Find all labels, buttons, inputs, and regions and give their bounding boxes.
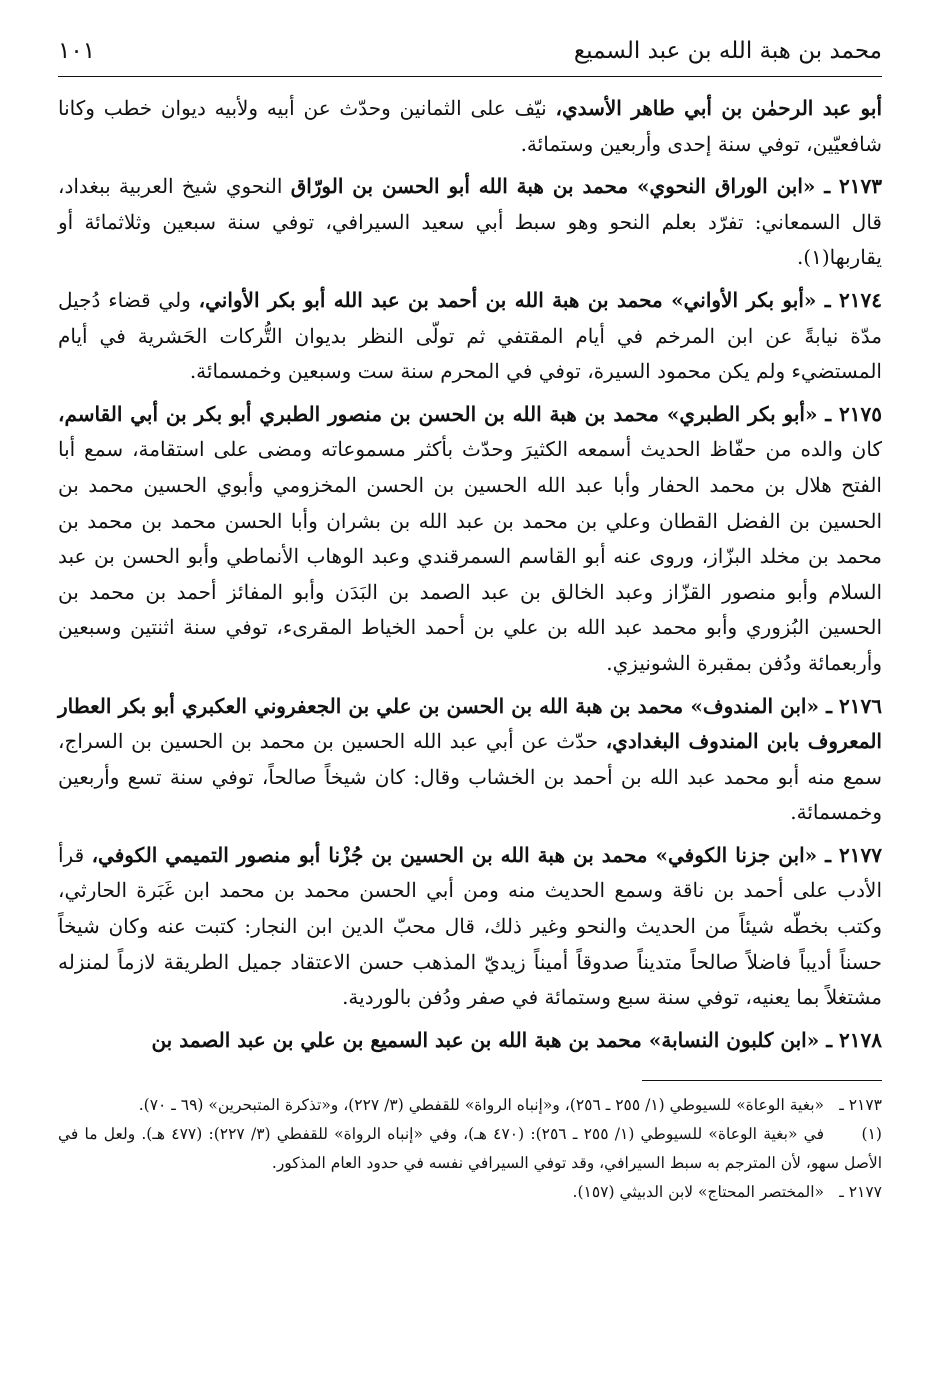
footnote [58, 1120, 882, 1178]
page-header [58, 28, 882, 77]
entry-heading: أبو عبد الرحمٰن بن أبي طاهر الأسدي، [555, 96, 882, 120]
entry-heading: ٢١٧٥ ـ «أبو بكر الطبري» محمد بن هبة الله بن الحسن بن منصور الطبري أبو بكر بن أبي القاسم، [58, 401, 882, 426]
running-title: محمد بن هبة الله بن عبد السميع [573, 38, 882, 64]
footnotes [58, 1091, 882, 1207]
entry-text: حدّث عن أبي عبد الله الحسين بن محمد بن الحسين بن السراج، سمع منه أبو محمد عبد الله بن أحمد بن الخشاب وقال: كان شيخاً صالحاً، توفي سنة تسع وأربعين وخمسمائة. [58, 729, 882, 825]
footnote-text: «المختصر المحتاج» لابن الدبيثي (١٥٧). [572, 1183, 824, 1202]
entry-paragraph [58, 838, 882, 1016]
footnote [58, 1178, 882, 1207]
entry-text: ولي قضاء دُجيل مدّة نيابةً عن ابن المرخم في أيام المقتفي ثم تولّى النظر بديوان التُّركات الحَشرية في أيام المستضيء ولم يكن محمود السيرة، توفي في المحرم سنة ست وسبعين وخمسمائة. [58, 287, 882, 384]
entry-paragraph [58, 283, 882, 390]
footnote-text: في «بغية الوعاة» للسيوطي (١/ ٢٥٥ ـ ٢٥٦): (٤٧٠ هـ)، وفي «إنباه الرواة» للقفطي (٣/ ٢٢٧): (٤٧٧ هـ). ولعل ما في الأصل سهو، لأن المترجم به سبط السيرافي، وقد توفي السيرافي نفسه في حدود العام المذكور. [58, 1125, 882, 1173]
entry-heading: ٢١٧٣ ـ «ابن الوراق النحوي» محمد بن هبة الله أبو الحسن بن الورّاق [290, 174, 882, 199]
entry-paragraph [58, 169, 882, 276]
page-number: ١٠١ [58, 38, 96, 64]
entry-heading: ٢١٧٧ ـ «ابن جزنا الكوفي» محمد بن هبة الله بن الحسين بن جُزْنا أبو منصور التميمي الكوفي، [91, 842, 882, 867]
footnote-marker: ٢١٧٣ ـ [839, 1096, 882, 1115]
entry-text: قرأ الأدب على أحمد بن ناقة وسمع الحديث منه ومن أبي الحسن محمد بن محمد ابن غَبَرة الحارثي، وكتب بخطّه شيئاً من الحديث والنحو وغير ذلك، قال محبّ الدين ابن النجار: كتبت عنه وكان شيخاً حسناً أديباً فاضلاً صالحاً متديناً صدوقاً أميناً زيديّ المذهب حسن الاعتقاد جميل الطريقة لازماً لمنزله مشتغلاً بما يعنيه، توفي سنة سبع وستمائة في صفر ودُفن بالوردية. [58, 842, 882, 1010]
entry-text: كان والده من حفّاظ الحديث أسمعه الكثيرَ وحدّث بأكثر مسموعاته ومضى على استقامة، سمع أبا الفتح هلال بن محمد الحفار وأبا عبد الله الحسين بن الحسن المخزومي وأبوي الحسين محمد بن الحسين بن الفضل القطان وعلي بن محمد بن عبد الله بن بشران وأبا الحسن محمد بن محمد بن محمد بن مخلد البزّاز، وروى عنه أبو القاسم السمرقندي وعبد الوهاب الأنماطي وأبو الحسن بن عبد السلام وأبو منصور القزّاز وعبد الخالق بن عبد الصمد بن البَدَن وأبو المفائز أحمد بن محمد بن الحسين البُزوري وأبو محمد عبد الله بن علي بن أحمد الخياط المقرىء، توفي سنة اثنتين وسبعين وأربعمائة ودُفن بمقبرة الشونيزي. [58, 437, 882, 675]
entry-heading: ٢١٧٤ ـ «أبو بكر الأواني» محمد بن هبة الله بن أحمد بن عبد الله أبو بكر الأواني، [198, 287, 882, 312]
entry-paragraph [58, 689, 882, 831]
entry-text: نيّف على الثمانين وحدّث عن أبيه ولأبيه ديوان خطب وكانا شافعيّين، توفي سنة إحدى وأربعين وستمائة. [58, 96, 882, 156]
entry-paragraph [58, 91, 882, 162]
entry-heading: ٢١٧٦ ـ «ابن المندوف» محمد بن هبة الله بن الحسن بن علي بن الجعفروني العكبري أبو بكر العطار المعروف بابن المندوف البغدادي، [58, 693, 882, 754]
footnote-marker: (١) [861, 1125, 882, 1144]
entry-heading: ٢١٧٨ ـ «ابن كلبون النسابة» محمد بن هبة الله بن عبد السميع بن علي بن عبد الصمد بن [151, 1027, 882, 1052]
footnote-separator [642, 1080, 882, 1081]
entry-text: النحوي شيخ العربية ببغداد، قال السمعاني: تفرّد بعلم النحو وهو سبط أبي سعيد السيرافي، توفي سنة سبعين وثلاثمائة أو يقاربها(١). [58, 174, 882, 270]
entry-paragraph [58, 397, 882, 682]
entry-paragraph [58, 1023, 882, 1059]
body-text [58, 91, 882, 1058]
footnote-marker: ٢١٧٧ ـ [839, 1183, 882, 1202]
page [58, 28, 882, 1207]
footnote-text: «بغية الوعاة» للسيوطي (١/ ٢٥٥ ـ ٢٥٦)، و«إنباه الرواة» للقفطي (٣/ ٢٢٧)، و«تذكرة المتبحرين» (٦٩ ـ ٧٠). [138, 1096, 824, 1115]
footnote [58, 1091, 882, 1120]
